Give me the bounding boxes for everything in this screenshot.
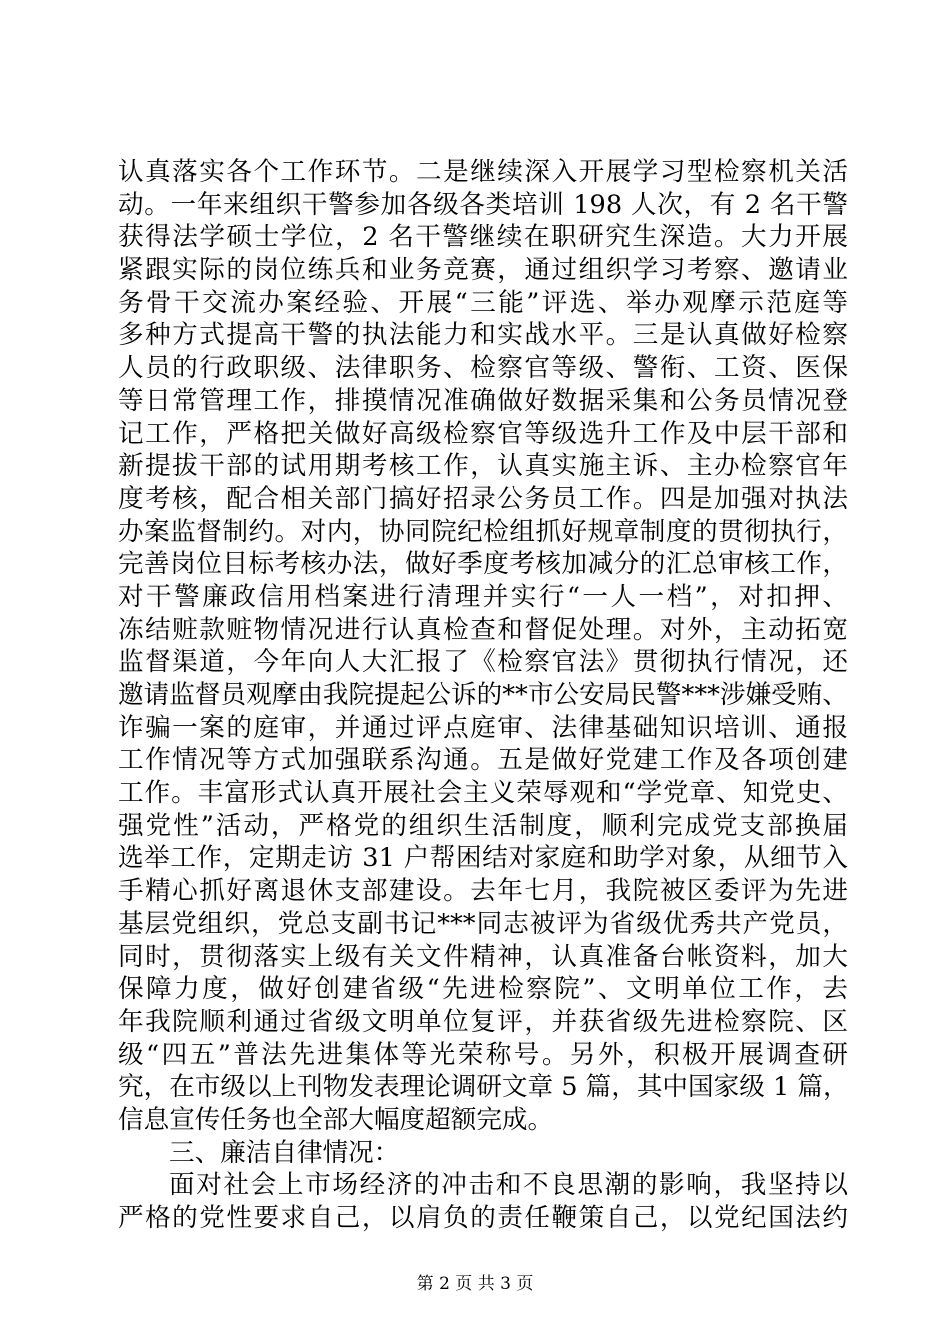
document-body xyxy=(118,156,848,1235)
text-line-23: 手精心抓好离退休支部建设。去年七月，我院被区委评为先进 xyxy=(118,876,848,907)
text-line-2: 动。一年来组织干警参加各级各类培训 198 人次，有 2 名干警 xyxy=(118,189,848,220)
text-line-28: 级“四五”普法先进集体等光荣称号。另外，积极开展调查研 xyxy=(118,1039,848,1070)
text-line-5: 务骨干交流办案经验、开展“三能”评选、举办观摩示范庭等 xyxy=(118,287,848,318)
text-line-18: 诈骗一案的庭审，并通过评点庭审、法律基础知识培训、通报 xyxy=(118,712,848,743)
text-line-13: 完善岗位目标考核办法，做好季度考核加减分的汇总审核工作， xyxy=(118,549,848,580)
section-heading: 三、廉洁自律情况： xyxy=(169,1137,400,1168)
text-line-29: 究，在市级以上刊物发表理论调研文章 5 篇，其中国家级 1 篇， xyxy=(118,1072,849,1103)
text-line-14: 对干警廉政信用档案进行清理并实行“一人一档”，对扣押、 xyxy=(118,581,848,612)
para2-line-1: 面对社会上市场经济的冲击和不良思潮的影响，我坚持以 xyxy=(169,1170,848,1201)
text-line-17: 邀请监督员观摩由我院提起公诉的**市公安局民警***涉嫌受贿、 xyxy=(118,680,848,710)
text-line-19: 工作情况等方式加强联系沟通。五是做好党建工作及各项创建 xyxy=(118,745,848,776)
text-line-30: 信息宣传任务也全部大幅度超额完成。 xyxy=(118,1104,554,1135)
text-line-1: 认真落实各个工作环节。二是继续深入开展学习型检察机关活 xyxy=(118,157,848,187)
text-line-21: 强党性”活动，严格党的组织生活制度，顺利完成党支部换届 xyxy=(118,810,848,841)
text-line-3: 获得法学硕士学位，2 名干警继续在职研究生深造。大力开展 xyxy=(118,222,848,253)
text-line-10: 新提拔干部的试用期考核工作，认真实施主诉、主办检察官年 xyxy=(118,451,848,482)
text-line-16: 监督渠道，今年向人大汇报了《检察官法》贯彻执行情况，还 xyxy=(118,647,848,678)
page-footer: 第 2 页 共 3 页 xyxy=(416,1274,534,1294)
text-line-22: 选举工作，定期走访 31 户帮困结对家庭和助学对象，从细节入 xyxy=(118,843,848,874)
text-line-26: 保障力度，做好创建省级“先进检察院”、文明单位工作，去 xyxy=(118,974,848,1005)
text-line-9: 记工作，严格把关做好高级检察官等级选升工作及中层干部和 xyxy=(118,418,848,449)
text-line-6: 多种方式提高干警的执法能力和实战水平。三是认真做好检察 xyxy=(118,320,848,351)
text-line-20: 工作。丰富形式认真开展社会主义荣辱观和“学党章、知党史、 xyxy=(118,778,848,809)
text-line-11: 度考核，配合相关部门搞好招录公务员工作。四是加强对执法 xyxy=(118,483,848,514)
para2-line-2: 严格的党性要求自己，以肩负的责任鞭策自己，以党纪国法约 xyxy=(118,1203,848,1233)
text-line-7: 人员的行政职级、法律职务、检察官等级、警衔、工资、医保 xyxy=(118,353,848,384)
text-line-25: 同时，贯彻落实上级有关文件精神，认真准备台帐资料，加大 xyxy=(118,941,848,972)
text-line-8: 等日常管理工作，排摸情况准确做好数据采集和公务员情况登 xyxy=(118,385,848,416)
text-line-15: 冻结赃款赃物情况进行认真检查和督促处理。对外，主动拓宽 xyxy=(118,614,848,645)
text-line-4: 紧跟实际的岗位练兵和业务竞赛，通过组织学习考察、邀请业 xyxy=(118,255,848,286)
text-line-27: 年我院顺利通过省级文明单位复评，并获省级先进检察院、区 xyxy=(118,1006,848,1037)
text-line-24: 基层党组织，党总支副书记***同志被评为省级优秀共产党员， xyxy=(118,908,848,939)
text-line-12: 办案监督制约。对内，协同院纪检组抓好规章制度的贯彻执行， xyxy=(118,516,848,547)
